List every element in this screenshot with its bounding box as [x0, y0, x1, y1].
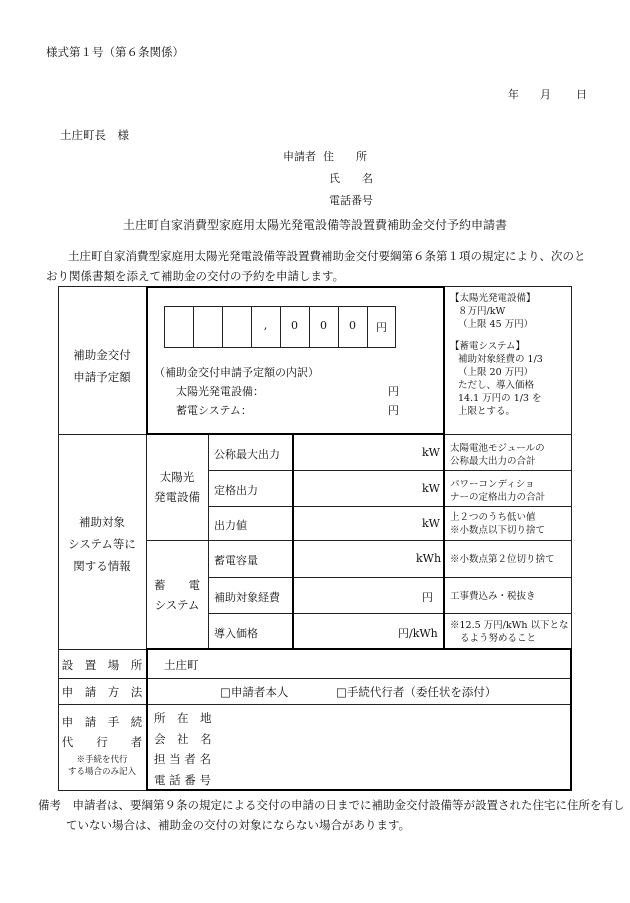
row-label-rated-output: 定格出力 [214, 484, 258, 497]
system-label: 補助対象 システム等に 関する情報 [68, 515, 136, 573]
agent-field-phone[interactable]: 電 話 番 号 [154, 772, 211, 787]
applicant-address-label: 住 所 [323, 150, 367, 163]
battery-group-label: 蓄 電 システム [154, 578, 200, 612]
row-label-output-value: 出力値 [214, 519, 247, 532]
digit-zero-3: 0 [349, 319, 356, 332]
addressee: 土庄町長 様 [60, 128, 129, 142]
method-option-agent[interactable]: □手続代行者（委任状を添付） [336, 685, 497, 699]
document-title: 土庄町自家消費型家庭用太陽光発電設備等設置費補助金交付予約申請書 [122, 218, 507, 232]
method-option-self[interactable]: □申請者本人 [220, 685, 289, 699]
row-note-nominal-output: 太陽電池モジュールの 公称最大出力の合計 [450, 443, 545, 467]
row-note-eligible-cost: 工事費込み・税抜き [450, 591, 536, 602]
breakdown-title: （補助金交付申請予定額の内訳） [154, 366, 319, 379]
breakdown-battery-label: 蓄電システム： [176, 404, 252, 417]
agent-field-address[interactable]: 所 在 地 [154, 711, 212, 725]
row-unit-eligible-cost: 円 [422, 591, 433, 604]
row-note-output-value: 上２つのうち低い値 ※小数点以下切り捨て [450, 512, 546, 536]
agent-label-note: ※手続を代行 する場合のみ記入 [67, 755, 136, 777]
row-unit-nominal-output: kW [422, 446, 440, 459]
date-year: 年 [508, 88, 519, 101]
location-value[interactable]: 土庄町 [164, 658, 199, 672]
breakdown-solar-label: 太陽光発電設備： [176, 385, 264, 398]
row-note-rated-output: パワーコンディショ ナーの定格出力の合計 [450, 479, 546, 503]
row-label-eligible-cost: 補助対象経費 [214, 591, 280, 604]
agent-field-company[interactable]: 会 社 名 [154, 731, 212, 746]
agent-fields [154, 708, 212, 790]
row-note-battery-capacity: ※小数点第２位切り捨て [450, 554, 555, 565]
digit-zero-2: 0 [320, 319, 327, 332]
intro-text: 土庄町自家消費型家庭用太陽光発電設備等設置費補助金交付要綱第６条第１項の規定により、次のとおり関係書類を添えて補助金の交付の予約を申請します。 [46, 249, 586, 283]
applicant-block [283, 146, 373, 212]
row-unit-battery-capacity: kWh [416, 552, 442, 565]
row-label-nominal-output: 公称最大出力 [214, 448, 280, 461]
amount-label: 補助金交付 申請予定額 [73, 348, 131, 384]
breakdown-solar-yen: 円 [388, 385, 399, 398]
row-unit-install-price: 円/kWh [398, 627, 438, 640]
application-table [58, 286, 572, 791]
row-unit-output-value: kW [422, 517, 440, 530]
applicant-phone-label: 電話番号 [329, 194, 373, 207]
breakdown-battery-yen: 円 [388, 404, 399, 417]
form-number: 様式第１号（第６条関係） [46, 45, 184, 59]
digit-comma: , [263, 319, 268, 332]
solar-group-label: 太陽光 発電設備 [154, 470, 200, 504]
row-label-battery-capacity: 蓄電容量 [214, 554, 258, 567]
agent-label: 申 請 手 続 代 行 者 [61, 715, 143, 749]
date-day: 日 [576, 88, 587, 101]
row-label-install-price: 導入価格 [214, 627, 258, 640]
amount-notes: 【太陽光発電設備】 ８万円/kW （上限 45 万円） 【蓄電システム】 補助対象経費の 1/3 （上限 20 万円） ただし、導入価格 14.1 万円の 1/3 を 上限とする。 [450, 293, 543, 417]
date-month: 月 [540, 88, 551, 101]
digit-yen: 円 [376, 321, 387, 334]
method-label: 申 請 方 法 [61, 685, 143, 699]
location-label: 設 置 場 所 [61, 658, 143, 672]
row-note-install-price: ※12.5 万円/kWh 以下とな るよう努めること [450, 620, 569, 644]
applicant-name-label: 氏 名 [329, 172, 373, 185]
agent-field-person[interactable]: 担 当 者 名 [154, 752, 211, 766]
row-unit-rated-output: kW [422, 482, 440, 495]
remarks: 備考 申請者は、要綱第９条の規定による交付の申請の日までに補助金交付設備等が設置された住宅に住所を有していない場合は、補助金の交付の対象にならない場合があります。 [38, 798, 625, 832]
applicant-label: 申請者 [283, 150, 316, 163]
digit-zero-1: 0 [291, 319, 298, 332]
